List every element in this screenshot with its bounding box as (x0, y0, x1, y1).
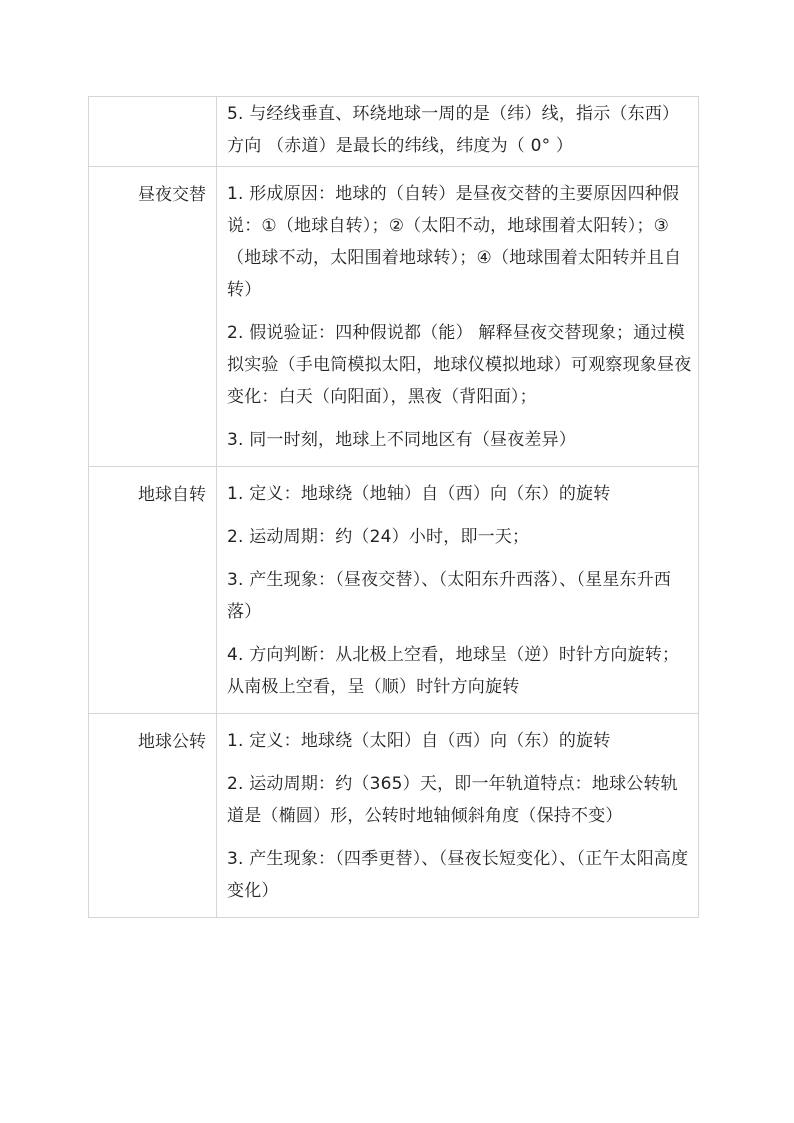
table-row (89, 167, 699, 467)
content-cell (217, 97, 699, 167)
content-cell (217, 167, 699, 467)
table-row (89, 467, 699, 714)
content-cell (217, 467, 699, 714)
content-item: 3. 同一时刻，地球上不同地区有（昼夜差异） (227, 430, 577, 450)
table-row (89, 714, 699, 918)
content-item: 4. 方向判断：从北极上空看，地球呈（逆）时针方向旋转；从南极上空看，呈（顺）时针方向旋转 (227, 645, 680, 697)
topic-cell: 地球公转 (89, 714, 217, 918)
table-row (89, 97, 699, 167)
content-cell (217, 714, 699, 918)
content-item: 2. 假说验证：四种假说都（能） 解释昼夜交替现象；通过模拟实验（手电筒模拟太阳，地球仪模拟地球）可观察现象昼夜变化：白天（向阳面），黑夜（背阳面）； (227, 323, 692, 407)
notes-table (88, 96, 699, 918)
content-item: 1. 定义：地球绕（太阳）自（西）向（东）的旋转 (227, 731, 611, 751)
content-item: 1. 形成原因：地球的（自转）是昼夜交替的主要原因四种假说：①（地球自转）；②（太阳不动，地球围着太阳转）；③（地球不动，太阳围着地球转）；④（地球围着太阳转并且自转） (227, 184, 682, 300)
topic-cell (89, 97, 217, 167)
content-item: 2. 运动周期：约（365）天，即一年轨道特点：地球公转轨道是（椭圆）形，公转时地轴倾斜角度（保持不变） (227, 774, 678, 826)
topic-cell: 地球自转 (89, 467, 217, 714)
content-item: 3. 产生现象：（四季更替）、（昼夜长短变化）、（正午太阳高度变化） (227, 849, 689, 901)
content-item: 1. 定义：地球绕（地轴）自（西）向（东）的旋转 (227, 484, 611, 504)
content-item: 2. 运动周期：约（24）小时，即一天； (227, 527, 530, 547)
topic-cell: 昼夜交替 (89, 167, 217, 467)
content-item: 3. 产生现象：（昼夜交替）、（太阳东升西落）、（星星东升西落） (227, 570, 672, 622)
content-item: 5. 与经线垂直、环绕地球一周的是（纬）线，指示（东西）方向 （赤道）是最长的纬线，纬度为（ 0° ） (227, 104, 680, 156)
